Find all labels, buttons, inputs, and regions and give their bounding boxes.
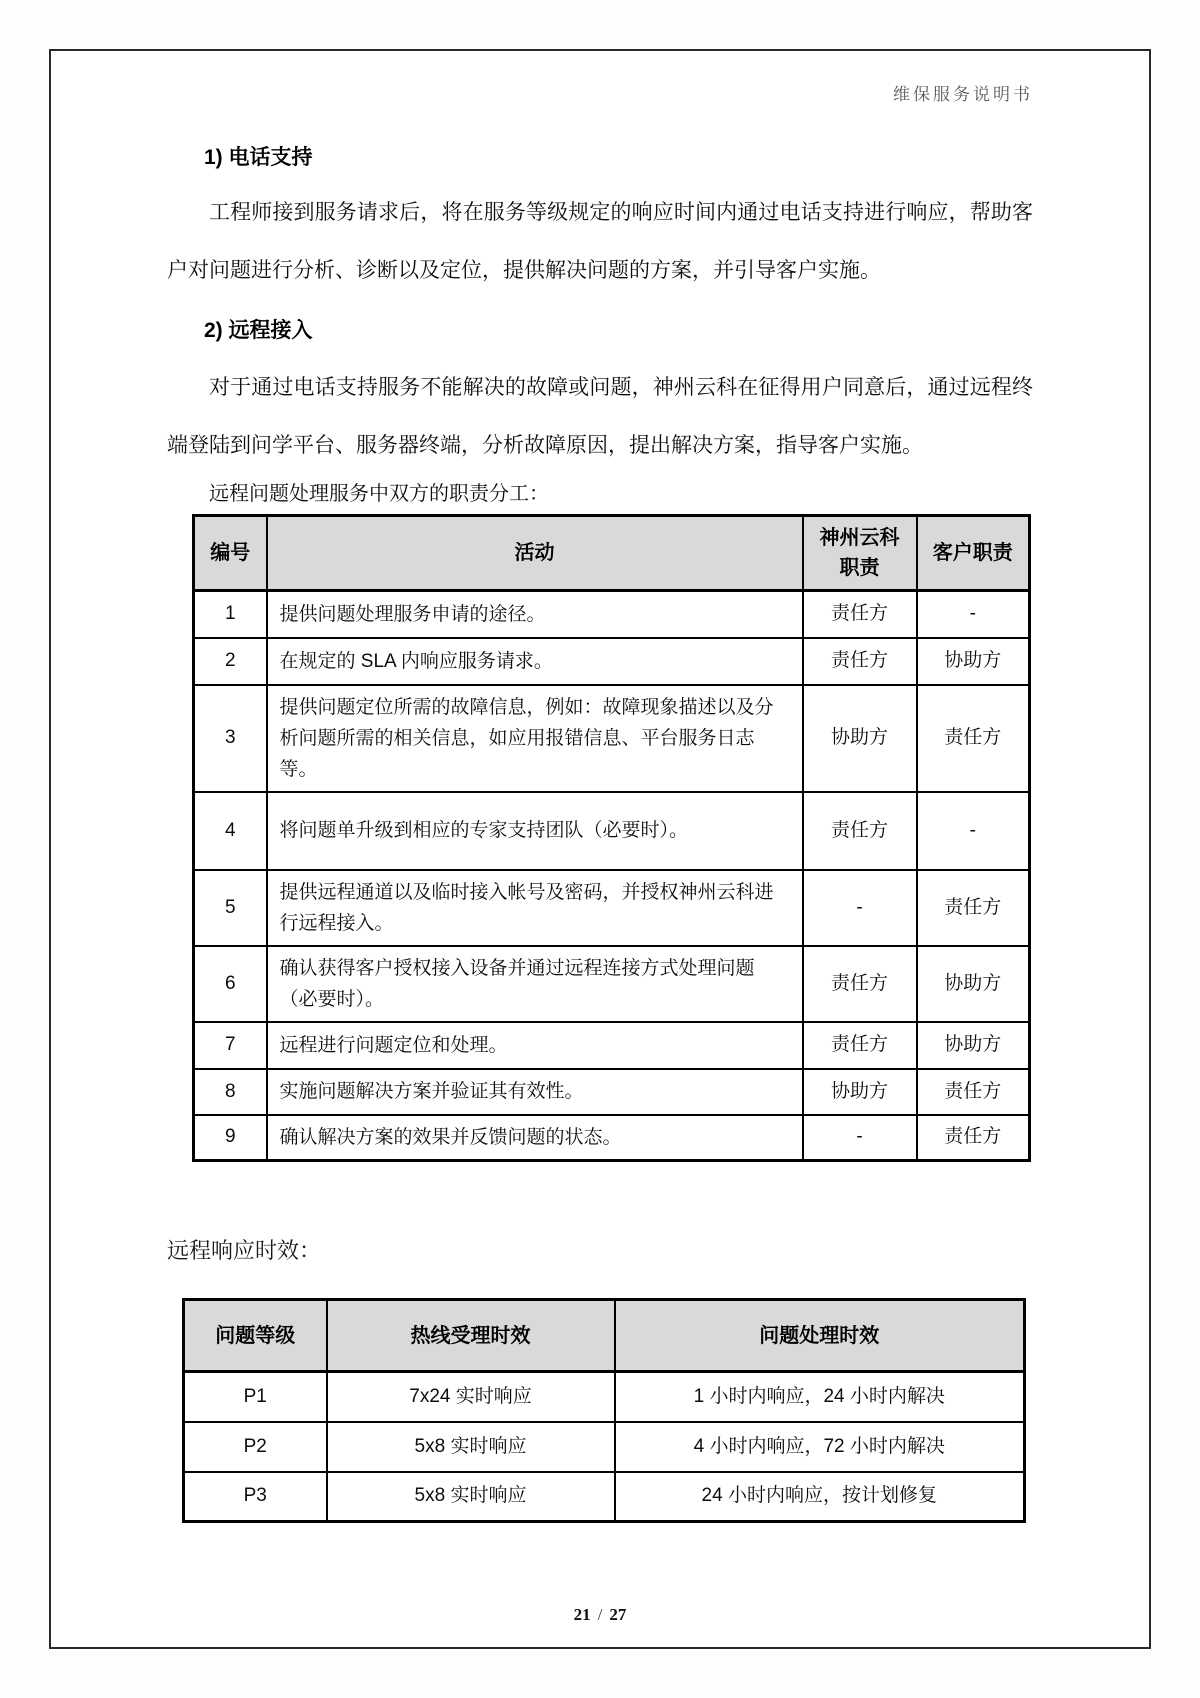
row-number: 9: [194, 1115, 267, 1161]
row-customer-duty: 协助方: [917, 946, 1030, 1022]
table-row-p3: [184, 1472, 1025, 1522]
row-number: 3: [194, 685, 267, 792]
row-customer-duty: 责任方: [917, 870, 1030, 946]
section-heading-remote-access: 2) 远程接入: [204, 319, 313, 342]
table-row-p1: [184, 1372, 1025, 1422]
row-hotline-sla: 5x8 实时响应: [327, 1472, 615, 1522]
responsibility-table: [192, 514, 1031, 1162]
table-row-4: [194, 792, 1030, 870]
table-row-6: [194, 946, 1030, 1022]
section-paragraph-phone-support: 工程师接到服务请求后，将在服务等级规定的响应时间内通过电话支持进行响应，帮助客户对问题进行分析、诊断以及定位，提供解决问题的方案，并引导客户实施。: [167, 201, 1033, 282]
response-time-title: 远程响应时效：: [167, 1238, 322, 1263]
row-number: 4: [194, 792, 267, 870]
row-level: P1: [184, 1372, 327, 1422]
col-header-dcc-duty: 神州云科职责: [803, 516, 917, 591]
row-customer-duty: -: [917, 792, 1030, 870]
row-dcc-duty: -: [803, 1115, 917, 1161]
table-row-8: [194, 1069, 1030, 1115]
row-number: 7: [194, 1022, 267, 1069]
section-heading-phone-support: 1) 电话支持: [204, 146, 313, 169]
table-row-9: [194, 1115, 1030, 1161]
row-dcc-duty: 协助方: [803, 1069, 917, 1115]
row-customer-duty: 责任方: [917, 1069, 1030, 1115]
col-header-number: 编号: [194, 516, 267, 591]
page-footer: [167, 1605, 1033, 1625]
table-row-p2: [184, 1422, 1025, 1472]
row-customer-duty: 协助方: [917, 1022, 1030, 1069]
table-row-1: [194, 591, 1030, 638]
responsibility-table-intro: 远程问题处理服务中双方的职责分工：: [209, 483, 549, 505]
row-customer-duty: 协助方: [917, 638, 1030, 685]
row-hotline-sla: 7x24 实时响应: [327, 1372, 615, 1422]
row-dcc-duty: 责任方: [803, 1022, 917, 1069]
row-activity: 确认解决方案的效果并反馈问题的状态。: [267, 1115, 803, 1161]
table-row-3: [194, 685, 1030, 792]
row-dcc-duty: -: [803, 870, 917, 946]
row-number: 5: [194, 870, 267, 946]
col-header-handling-sla: 问题处理时效: [615, 1300, 1025, 1372]
table-row-7: [194, 1022, 1030, 1069]
responsibility-table-header-row: [194, 516, 1030, 591]
row-activity: 提供问题定位所需的故障信息，例如：故障现象描述以及分析问题所需的相关信息，如应用报错信息、平台服务日志等。: [267, 685, 803, 792]
row-customer-duty: -: [917, 591, 1030, 638]
row-activity: 提供问题处理服务申请的途径。: [267, 591, 803, 638]
col-header-problem-level: 问题等级: [184, 1300, 327, 1372]
response-time-table: [182, 1298, 1026, 1523]
row-level: P3: [184, 1472, 327, 1522]
table-row-5: [194, 870, 1030, 946]
row-activity: 实施问题解决方案并验证其有效性。: [267, 1069, 803, 1115]
running-header: 维保服务说明书: [893, 85, 1033, 104]
row-handling-sla: 4 小时内响应，72 小时内解决: [615, 1422, 1025, 1472]
row-activity: 确认获得客户授权接入设备并通过远程连接方式处理问题（必要时）。: [267, 946, 803, 1022]
row-activity: 远程进行问题定位和处理。: [267, 1022, 803, 1069]
response-time-header-row: [184, 1300, 1025, 1372]
page-number-total: 27: [609, 1605, 627, 1624]
row-hotline-sla: 5x8 实时响应: [327, 1422, 615, 1472]
row-number: 1: [194, 591, 267, 638]
row-number: 2: [194, 638, 267, 685]
row-dcc-duty: 责任方: [803, 591, 917, 638]
row-dcc-duty: 责任方: [803, 946, 917, 1022]
row-level: P2: [184, 1422, 327, 1472]
col-header-activity: 活动: [267, 516, 803, 591]
row-customer-duty: 责任方: [917, 685, 1030, 792]
page-number-current: 21: [573, 1605, 591, 1624]
col-header-customer-duty: 客户职责: [917, 516, 1030, 591]
section-paragraph-remote-access: 对于通过电话支持服务不能解决的故障或问题，神州云科在征得用户同意后，通过远程终端登陆到问学平台、服务器终端，分析故障原因，提出解决方案，指导客户实施。: [167, 376, 1033, 457]
table-row-2: [194, 638, 1030, 685]
row-activity: 将问题单升级到相应的专家支持团队（必要时）。: [267, 792, 803, 870]
row-customer-duty: 责任方: [917, 1115, 1030, 1161]
row-handling-sla: 24 小时内响应，按计划修复: [615, 1472, 1025, 1522]
row-activity: 在规定的 SLA 内响应服务请求。: [267, 638, 803, 685]
row-dcc-duty: 责任方: [803, 792, 917, 870]
row-dcc-duty: 责任方: [803, 638, 917, 685]
page-border-frame: [49, 49, 1151, 1649]
row-dcc-duty: 协助方: [803, 685, 917, 792]
page-number-separator: /: [597, 1605, 603, 1624]
row-number: 6: [194, 946, 267, 1022]
row-number: 8: [194, 1069, 267, 1115]
row-activity: 提供远程通道以及临时接入帐号及密码，并授权神州云科进行远程接入。: [267, 870, 803, 946]
col-header-hotline-sla: 热线受理时效: [327, 1300, 615, 1372]
row-handling-sla: 1 小时内响应，24 小时内解决: [615, 1372, 1025, 1422]
